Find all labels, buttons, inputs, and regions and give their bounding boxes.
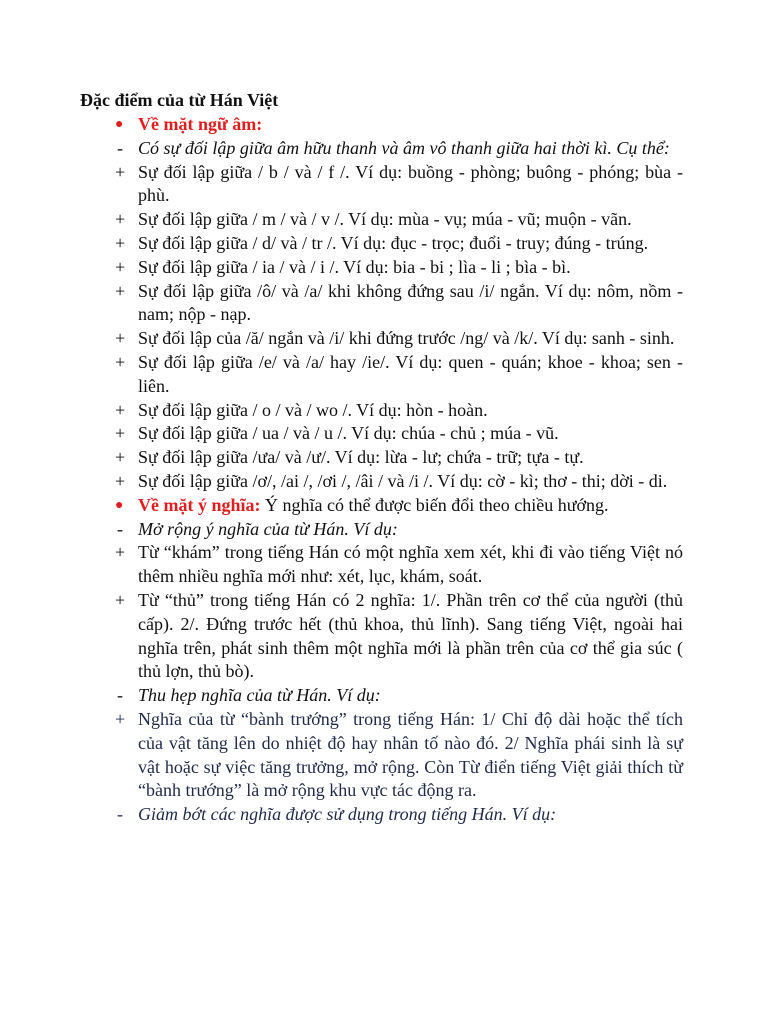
plus-item (0, 232, 768, 256)
dash-item (0, 684, 768, 708)
plus-marker: + (115, 232, 126, 253)
plus-marker: + (115, 328, 126, 349)
plus-marker: + (115, 470, 126, 491)
item-text-block (138, 161, 683, 209)
dash-item (0, 137, 768, 161)
plus-marker: + (115, 161, 126, 182)
item-text: Sự đối lập giữa /e/ và /a/ hay /ie/. Ví dụ: quen - quán; khoe - khoa; sen - liên. (138, 351, 683, 396)
item-text: Sự đối lập giữa / ia / và / i /. Ví dụ: bia - bi ; lìa - li ; bìa - bì. (138, 256, 571, 277)
item-text: Thu hẹp nghĩa của từ Hán. Ví dụ: (138, 685, 381, 706)
bullet-icon: ● (115, 117, 124, 132)
item-text-block (138, 399, 683, 423)
bullet-icon: ● (115, 497, 124, 513)
section-heading: Về mặt ý nghĩa: (138, 494, 261, 515)
plus-marker: + (115, 209, 126, 230)
plus-item (0, 351, 768, 399)
plus-item (0, 446, 768, 470)
plus-marker: + (115, 280, 126, 301)
item-text-block (138, 422, 683, 446)
plus-marker: + (115, 423, 126, 444)
plus-marker: + (115, 351, 126, 372)
dash-item (0, 803, 768, 827)
item-text: Từ “khám” trong tiếng Hán có một nghĩa xem xét, khi đi vào tiếng Việt nó thêm nhiều nghĩa mới như: xét, lục, khám, soát. (138, 542, 683, 587)
item-text-block (138, 232, 683, 256)
item-text: Sự đối lập giữa /ưa/ và /ư/. Ví dụ: lừa - lư; chứa - trữ; tựa - tự. (138, 447, 584, 468)
item-text: Nghĩa của từ “bành trướng” trong tiếng Hán: 1/ Chỉ độ dài hoặc thể tích của vật tăng lên do nhiệt độ hay nhân tố nào đó. 2/ Nghĩa phái sinh là sự vật hoặc sự việc tăng trưởng, mở rộng. Còn Từ điển tiếng Việt giải thích từ “bành trướng” là mở rộng khu vực tác động ra. (138, 708, 683, 801)
item-text: Có sự đối lập giữa âm hữu thanh và âm vô thanh giữa hai thời kì. Cụ thể: (138, 137, 670, 158)
dash-marker: - (117, 685, 123, 706)
plus-marker: + (115, 447, 126, 468)
plus-marker: + (115, 589, 126, 610)
item-text: Sự đối lập giữa / d/ và / tr /. Ví dụ: đục - trọc; đuổi - truy; đúng - trúng. (138, 232, 649, 253)
plus-item (0, 327, 768, 351)
plus-item (0, 708, 768, 803)
item-text-block (138, 541, 683, 589)
item-text-block (138, 684, 683, 708)
plus-item (0, 399, 768, 423)
item-text-block (138, 327, 683, 351)
plus-marker: + (115, 399, 126, 420)
item-text-block (138, 446, 683, 470)
item-text: Sự đối lập giữa /ơ/, /ai /, /ơi /, /âi / và /i /. Ví dụ: cờ - kì; thơ - thi; dời - di. (138, 470, 668, 491)
dash-marker: - (117, 518, 123, 539)
item-text-block (138, 470, 683, 494)
item-text: Sự đối lập của /ă/ ngắn và /i/ khi đứng trước /ng/ và /k/. Ví dụ: sanh - sinh. (138, 328, 675, 349)
item-text-block (138, 113, 683, 137)
plus-item (0, 280, 768, 328)
plus-item (0, 470, 768, 494)
item-text-block (138, 589, 683, 684)
plus-item (0, 161, 768, 209)
plus-item (0, 256, 768, 280)
item-text: Ý nghĩa có thể được biến đổi theo chiều hướng. (260, 494, 609, 515)
plus-item (0, 541, 768, 589)
item-text: Sự đối lập giữa /ô/ và /a/ khi không đứng sau /i/ ngắn. Ví dụ: nôm, nồm - nam; nộp - nạp. (138, 280, 683, 325)
item-text: Sự đối lập giữa / b / và / f /. Ví dụ: buồng - phòng; buông - phóng; bùa - phù. (138, 161, 683, 206)
item-text-block (138, 708, 683, 803)
section-heading-item (0, 494, 768, 518)
dash-item (0, 518, 768, 542)
item-text: Sự đối lập giữa / o / và / wo /. Ví dụ: hòn - hoàn. (138, 399, 488, 420)
item-text: Từ “thủ” trong tiếng Hán có 2 nghĩa: 1/. Phần trên cơ thể của người (thủ cấp). 2/. Đứng trước hết (thủ khoa, thủ lĩnh). Sang tiếng Việt, ngoài hai nghĩa trên, phát sinh thêm một nghĩa mới là phần trên của cơ thể gia súc ( thủ lợn, thủ bò). (138, 589, 683, 682)
item-text: Sự đối lập giữa / ua / và / u /. Ví dụ: chúa - chủ ; múa - vũ. (138, 423, 559, 444)
item-text: Giảm bớt các nghĩa được sử dụng trong tiếng Hán. Ví dụ: (138, 804, 557, 825)
item-text-block (138, 208, 683, 232)
item-text-block (138, 803, 683, 827)
item-text: Mở rộng ý nghĩa của từ Hán. Ví dụ: (138, 518, 398, 539)
document-title: Đặc điểm của từ Hán Việt (80, 90, 279, 110)
section-heading: Về mặt ngữ âm: (138, 114, 263, 134)
item-text-block (138, 256, 683, 280)
item-text-block (138, 518, 683, 542)
plus-item (0, 422, 768, 446)
item-text-block (138, 351, 683, 399)
plus-item (0, 589, 768, 684)
item-text-block (138, 137, 683, 161)
item-text-block (138, 280, 683, 328)
dash-marker: - (117, 137, 123, 158)
plus-marker: + (115, 542, 126, 563)
plus-item (0, 208, 768, 232)
section-heading-item (0, 113, 768, 137)
plus-marker: + (115, 256, 126, 277)
item-text: Sự đối lập giữa / m / và / v /. Ví dụ: mùa - vụ; múa - vũ; muộn - vãn. (138, 209, 632, 230)
plus-marker: + (115, 708, 126, 729)
content-list (0, 113, 768, 827)
dash-marker: - (117, 804, 123, 825)
item-text-block (138, 494, 683, 518)
